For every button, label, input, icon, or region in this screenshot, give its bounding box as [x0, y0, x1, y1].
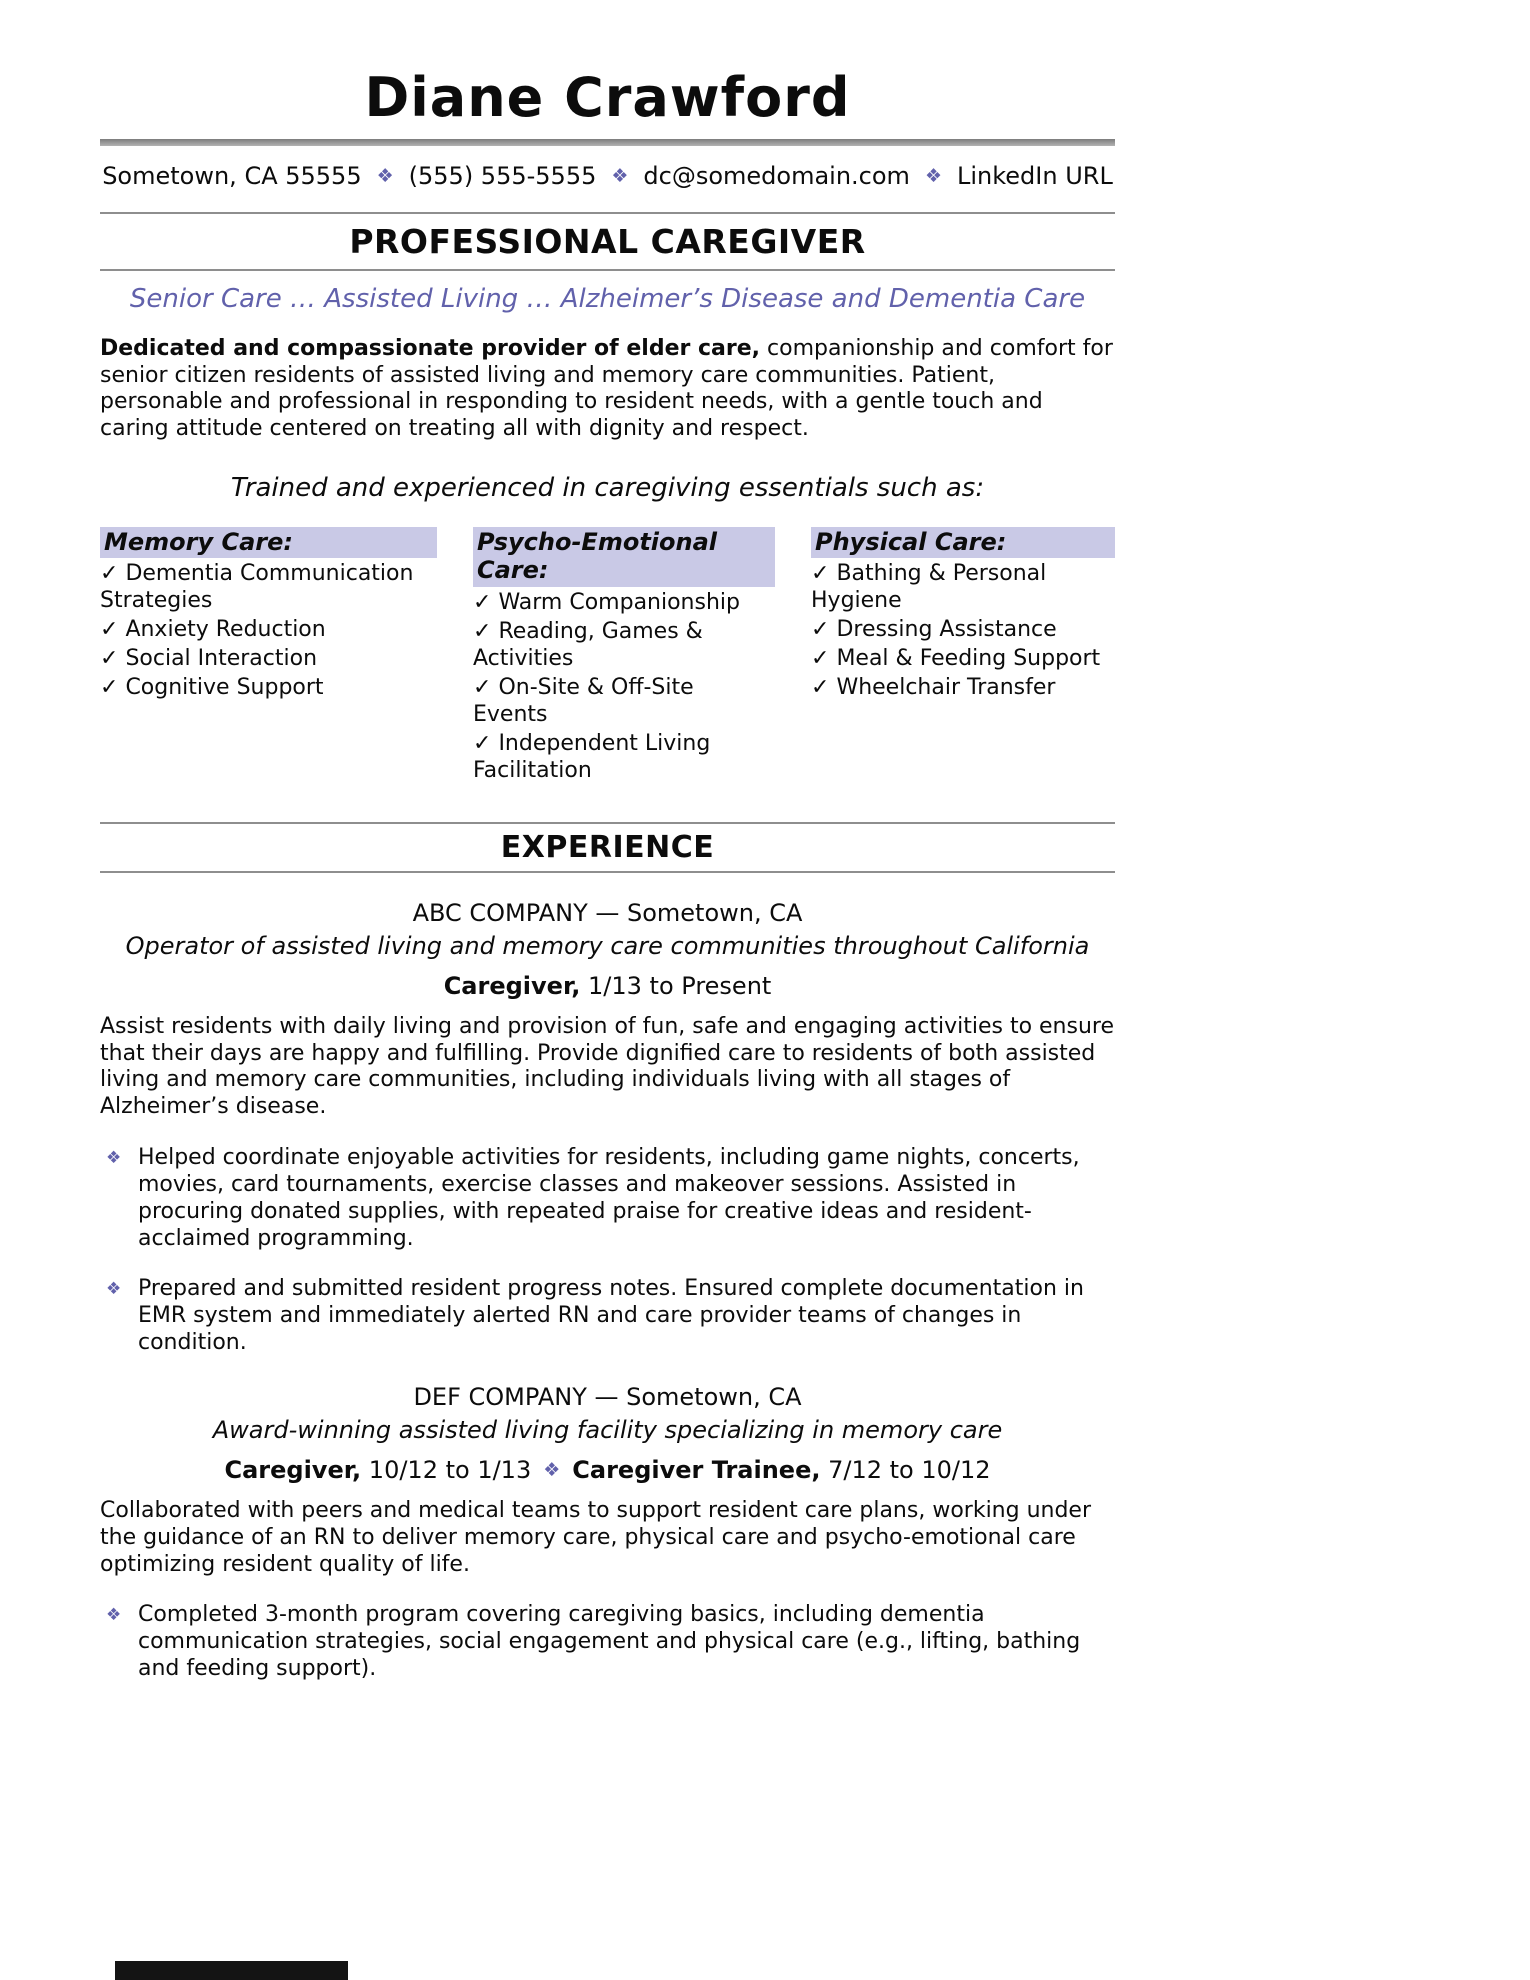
diamond-bullet-icon: ❖: [106, 1605, 122, 1626]
job-role-title: Caregiver,: [224, 1455, 362, 1484]
job-bullet-text: Helped coordinate enjoyable activities for residents, including game nights, concerts, movies, card tournaments, exercise classes and makeover sessions. Assisted in procuring donated supplies, with repeated praise for creative ideas and resident-acclaimed programming.: [138, 1145, 1080, 1251]
check-icon: ✓: [100, 675, 119, 701]
skill-label: Independent Living Facilitation: [473, 730, 711, 783]
skills-column-header: Physical Care:: [811, 527, 1115, 558]
cropped-next-section-edge: [115, 1961, 348, 1980]
job-bullet: [100, 1145, 1115, 1252]
experience-heading: EXPERIENCE: [500, 829, 715, 865]
check-icon: ✓: [473, 674, 492, 700]
job-def-company: [100, 1383, 1115, 1683]
diamond-separator-icon: ❖: [376, 164, 394, 187]
check-icon: ✓: [811, 646, 830, 672]
section-divider: [100, 871, 1115, 873]
check-icon: ✓: [811, 561, 830, 587]
skill-item: [473, 730, 775, 784]
check-icon: ✓: [100, 561, 119, 587]
resume-title: PROFESSIONAL CAREGIVER: [349, 221, 866, 261]
contact-location: Sometown, CA 55555: [102, 161, 362, 190]
skill-label: Cognitive Support: [125, 675, 324, 701]
skills-columns: [100, 527, 1115, 784]
skills-column-psycho-emotional-care: [473, 527, 775, 784]
check-icon: ✓: [100, 617, 119, 643]
skill-item: [811, 674, 1115, 701]
check-icon: ✓: [811, 617, 830, 643]
skill-item: [100, 560, 437, 614]
skill-label: Meal & Feeding Support: [836, 646, 1101, 672]
skill-item: [811, 616, 1115, 643]
diamond-bullet-icon: ❖: [106, 1279, 122, 1300]
job-bullet-list: [100, 1145, 1115, 1357]
experience-section: [100, 822, 1115, 1683]
section-divider: [100, 822, 1115, 824]
job-bullet-list: [100, 1602, 1115, 1682]
job-role-title: Caregiver Trainee,: [572, 1455, 821, 1484]
skill-item: [100, 674, 437, 701]
skill-item: [811, 560, 1115, 614]
diamond-separator-icon: ❖: [611, 164, 629, 187]
skill-label: Social Interaction: [125, 646, 318, 672]
contact-line: [100, 162, 1115, 190]
skill-label: Reading, Games & Activities: [473, 618, 703, 671]
diamond-separator-icon: ❖: [924, 164, 942, 187]
skill-label: Wheelchair Transfer: [836, 675, 1056, 701]
diamond-bullet-icon: ❖: [106, 1148, 122, 1169]
section-divider: [100, 212, 1115, 214]
summary-lead: Dedicated and compassionate provider of elder care,: [100, 335, 761, 361]
check-icon: ✓: [473, 730, 492, 756]
skill-item: [473, 618, 775, 672]
job-role-dates: 10/12 to 1/13: [368, 1455, 532, 1484]
skill-item: [473, 589, 775, 616]
job-abc-company: [100, 899, 1115, 1357]
skill-label: Anxiety Reduction: [125, 617, 326, 643]
skill-item: [473, 674, 775, 728]
skills-column-physical-care: [811, 527, 1115, 701]
skill-label: Dressing Assistance: [836, 617, 1057, 643]
contact-email: dc@somedomain.com: [643, 161, 910, 190]
contact-linkedin: LinkedIn URL: [956, 161, 1113, 190]
section-divider: [100, 269, 1115, 271]
summary-paragraph: [100, 336, 1115, 443]
skill-item: [811, 645, 1115, 672]
job-bullet-text: Prepared and submitted resident progress notes. Ensured complete documentation in EMR system and immediately alerted RN and care provider teams of changes in condition.: [138, 1276, 1084, 1356]
name-divider: [100, 139, 1115, 146]
job-bullet: [100, 1602, 1115, 1682]
skills-column-header: Psycho-Emotional Care:: [473, 527, 775, 587]
summary-rest: companionship and comfort for senior citizen residents of assisted living and memory care communities. Patient, personable and professional in responding to resident needs, with a gentle touch and caring attitude centered on treating all with dignity and respect.: [100, 335, 1113, 442]
job-role-title: Caregiver,: [443, 971, 581, 1000]
job-company-line: ABC COMPANY — Sometown, CA: [412, 898, 803, 927]
check-icon: ✓: [473, 618, 492, 644]
check-icon: ✓: [473, 589, 492, 615]
job-role-dates: 1/13 to Present: [588, 971, 772, 1000]
candidate-name: Diane Crawford: [364, 66, 851, 129]
job-bullet: [100, 1276, 1115, 1356]
job-bullet-text: Completed 3-month program covering caregiving basics, including dementia communication strategies, social engagement and physical care (e.g., lifting, bathing and feeding support).: [138, 1602, 1081, 1681]
job-company-line: DEF COMPANY — Sometown, CA: [413, 1382, 802, 1411]
skills-intro: Trained and experienced in caregiving essentials such as:: [230, 473, 985, 504]
check-icon: ✓: [811, 675, 830, 701]
job-summary: Collaborated with peers and medical teams to support resident care plans, working under the guidance of an RN to deliver memory care, physical care and psycho-emotional care optimizing resident quality of life.: [100, 1497, 1092, 1577]
job-role-dates: 7/12 to 10/12: [828, 1455, 991, 1484]
job-role-line: [100, 1456, 1115, 1484]
job-role-line: [100, 972, 1115, 1000]
resume-content: [100, 0, 1115, 1683]
job-summary: Assist residents with daily living and provision of fun, safe and engaging activities to ensure that their days are happy and fulfilling. Provide dignified care to residents of both assisted living and memory care communities, including individuals living with all stages of Alzheimer’s disease.: [100, 1013, 1114, 1120]
skill-item: [100, 645, 437, 672]
diamond-separator-icon: ❖: [543, 1458, 561, 1481]
check-icon: ✓: [100, 646, 119, 672]
skill-item: [100, 616, 437, 643]
specialty-tagline: Senior Care … Assisted Living … Alzheimer’s Disease and Dementia Care: [129, 283, 1086, 314]
skill-label: Bathing & Personal Hygiene: [811, 561, 1047, 614]
job-company-description: Operator of assisted living and memory care communities throughout California: [125, 931, 1090, 960]
skill-label: Warm Companionship: [498, 589, 740, 615]
skill-label: On-Site & Off-Site Events: [473, 674, 694, 727]
contact-phone: (555) 555-5555: [408, 161, 597, 190]
skills-column-header: Memory Care:: [100, 527, 437, 558]
skills-column-memory-care: [100, 527, 437, 701]
job-company-description: Award-winning assisted living facility specializing in memory care: [212, 1415, 1003, 1444]
skill-label: Dementia Communication Strategies: [100, 561, 414, 614]
